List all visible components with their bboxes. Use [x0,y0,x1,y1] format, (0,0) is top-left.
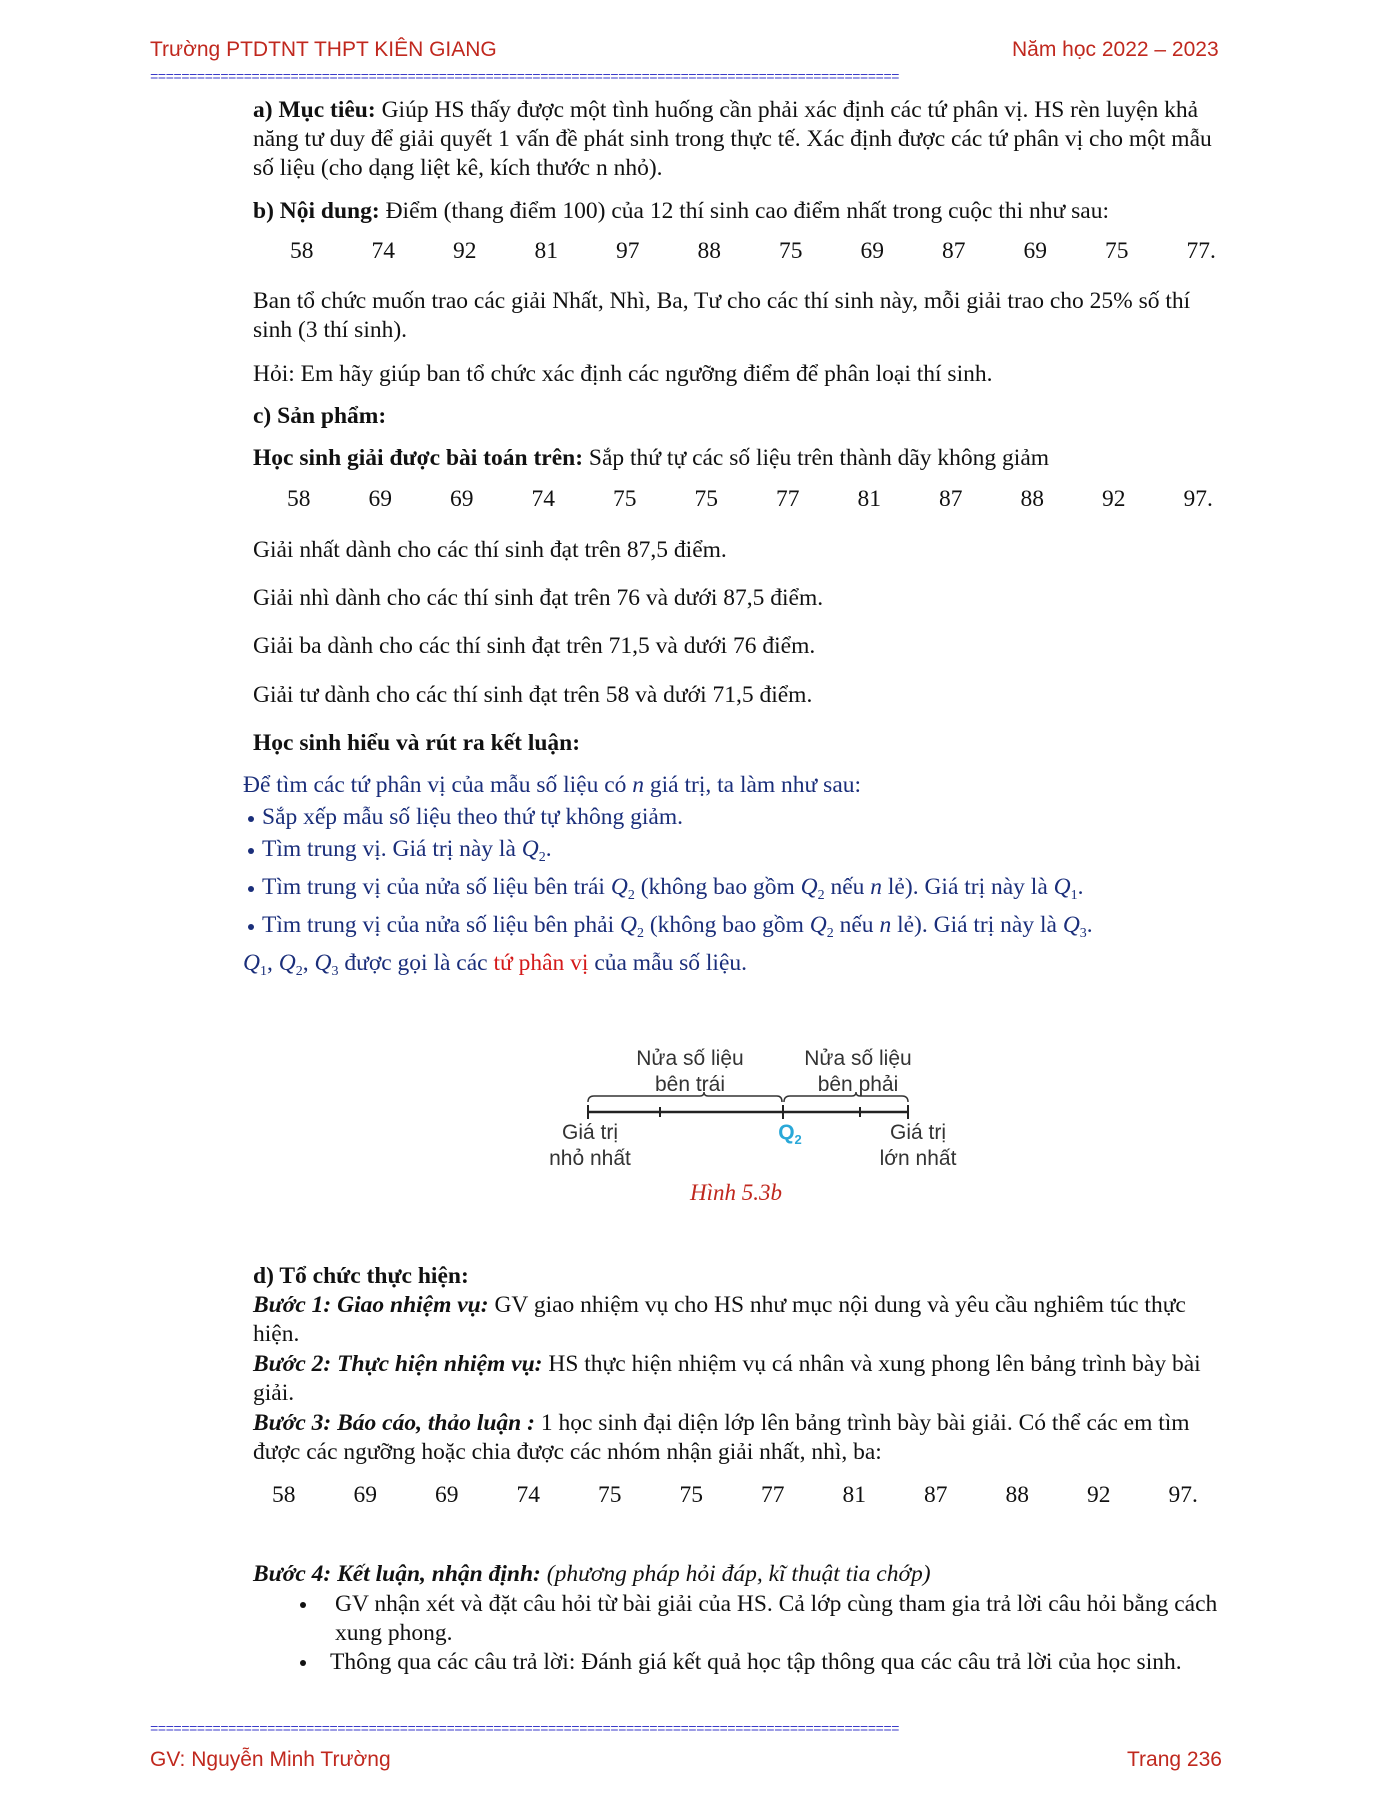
sorted-value: 92 [1087,1482,1111,1508]
figure-caption: Hình 5.3b [690,1180,782,1205]
math-q: Q [521,836,539,862]
def-b3-text: (không bao gồm [634,874,801,900]
sorted-value: 58 [272,1482,296,1508]
def-intro-text: Để tìm các tứ phân vị của mẫu số liệu có [243,772,633,798]
math-n: n [879,912,892,938]
score: 75 [779,238,803,264]
math-sub: 2 [826,926,834,941]
sorted-value: 69 [368,486,392,512]
score: 81 [534,238,558,264]
figure-max-label [858,1120,978,1172]
score: 88 [697,238,721,264]
hs-giai-paragraph [253,444,1233,473]
score: 87 [942,238,966,264]
buoc1-label: Bước 1: Giao nhiệm vụ: [253,1292,489,1318]
sorted-value: 97. [1183,486,1213,512]
def-bullet-3 [248,874,1084,904]
sorted-value: 69 [435,1482,459,1508]
sorted-value: 74 [516,1482,540,1508]
giai-tu: Giải tư dành cho các thí sinh đạt trên 58 và dưới 71,5 điểm. [253,682,813,708]
math-n: n [632,772,645,798]
figure-min-label [530,1120,650,1172]
score: 58 [290,238,314,264]
def-b4-text: lẻ). Giá trị này là [891,912,1063,938]
math-sub: 2 [627,888,635,903]
math-q: Q [610,874,628,900]
sorted-value: 92 [1102,486,1126,512]
score: 77. [1186,238,1216,264]
math-n: n [870,874,883,900]
def-b1-text: Sắp xếp mẫu số liệu theo thứ tự không giảm. [262,804,684,830]
sorted-value: 87 [924,1482,948,1508]
footer-teacher: GV: Nguyễn Minh Trường [150,1748,391,1771]
san-pham-heading [253,402,1233,431]
sorted-value: 69 [353,1482,377,1508]
buoc4-item-2: Thông qua các câu trả lời: Đánh giá kết quả học tập thông qua các câu trả lời của học sinh. [330,1649,1182,1675]
figure-left-brace [588,1092,782,1102]
giai-nhi: Giải nhì dành cho các thí sinh đạt trên 76 và dưới 87,5 điểm. [253,585,824,611]
math-q: Q [243,950,260,976]
math-q: Q [800,874,818,900]
buoc4-paragraph [253,1560,1233,1589]
muc-tieu-text: Giúp HS thấy được một tình huống cần phải xác định các tứ phân vị. HS rèn luyện khả năng tư duy để giải quyết 1 vấn đề phát sinh trong thực tế. Xác định được các tứ phân vị cho một mẫu số liệu (cho dạng liệt kê, kích thước n nhỏ). [253,97,1212,181]
header-school: Trường PTDTNT THPT KIÊN GIANG [150,38,497,61]
sorted-value: 88 [1005,1482,1029,1508]
to-chuc-label: d) Tổ chức thực hiện: [253,1263,469,1289]
sorted-value: 77 [761,1482,785,1508]
def-b3-text: Tìm trung vị của nửa số liệu bên trái [262,874,611,900]
math-comma: , [302,950,315,976]
figure-right-half-line1: Nửa số liệu [804,1047,912,1070]
header-rule: ================================================================================================ [150,70,899,86]
sorted-value: 81 [857,486,881,512]
math-q: Q [314,950,332,976]
figure-q2-sub: 2 [794,1132,802,1147]
math-sub: 3 [1079,926,1087,941]
to-chuc-heading [253,1262,1233,1291]
ban-to-chuc-paragraph: Ban tổ chức muốn trao các giải Nhất, Nhì, Ba, Tư cho các thí sinh này, mỗi giải trao cho 25% số thí sinh (3 thí sinh). [253,288,1191,343]
san-pham-label: c) Sản phẩm: [253,403,387,429]
math-dot: . [1086,912,1093,938]
score: 92 [453,238,477,264]
buoc2-label: Bước 2: Thực hiện nhiệm vụ: [253,1351,543,1377]
hs-giai-text: Sắp thứ tự các số liệu trên thành dãy không giảm [583,445,1050,471]
bullet-icon [300,1602,306,1608]
math-q: Q [619,912,637,938]
sorted-value: 97. [1168,1482,1198,1508]
math-sub: 1 [259,964,267,979]
figure-min-line2: nhỏ nhất [549,1147,631,1170]
math-sub: 2 [538,850,546,865]
figure-right-brace [784,1092,908,1102]
giai-ba: Giải ba dành cho các thí sinh đạt trên 71,5 và dưới 76 điểm. [253,633,816,659]
math-sub: 2 [636,926,644,941]
figure-q2: Q [778,1121,795,1144]
noi-dung-label: b) Nội dung: [253,198,380,224]
sorted-value: 77 [776,486,800,512]
footer-rule: ================================================================================================ [150,1722,899,1738]
muc-tieu-paragraph [253,96,1233,183]
figure-right-half-line2: bên phải [817,1073,899,1096]
hoi-paragraph: Hỏi: Em hãy giúp ban tổ chức xác định các ngưỡng điểm để phân loại thí sinh. [253,361,993,387]
def-intro [243,772,861,799]
hs-hieu-label: Học sinh hiểu và rút ra kết luận: [253,730,581,756]
buoc2-paragraph [253,1350,1233,1408]
buoc2-text: HS thực hiện nhiệm vụ cá nhân và xung phong lên bảng trình bày bài giải. [253,1351,1201,1406]
def-conclusion [243,950,747,980]
math-sub: 2 [817,888,825,903]
bullet-icon [248,886,254,892]
def-b2-text: Tìm trung vị. Giá trị này là [262,836,522,862]
buoc3-paragraph [253,1409,1233,1467]
sorted-value: 87 [939,486,963,512]
def-bullet-4 [248,912,1093,942]
math-q: Q [278,950,296,976]
bullet-icon [300,1660,306,1666]
math-dot: . [1077,874,1084,900]
figure-left-half-line1: Nửa số liệu [636,1047,744,1070]
def-bullet-2 [248,836,552,866]
def-conc-highlight: tứ phân vị [493,950,589,976]
sorted-value: 58 [287,486,311,512]
math-q: Q [1053,874,1071,900]
bullet-icon [248,816,254,822]
math-sub: 2 [295,964,303,979]
sorted-value: 74 [531,486,555,512]
figure-q2-label [770,1120,810,1153]
sorted-value: 75 [679,1482,703,1508]
bullet-icon [248,924,254,930]
score: 69 [1023,238,1047,264]
def-b4-text: (không bao gồm [643,912,810,938]
sorted-value: 81 [842,1482,866,1508]
def-b4-text: nếu [833,912,880,938]
bullet-icon [248,848,254,854]
sorted-value: 75 [694,486,718,512]
math-comma: , [266,950,279,976]
score: 97 [616,238,640,264]
score: 74 [371,238,395,264]
def-b3-text: nếu [824,874,871,900]
sorted-value: 75 [598,1482,622,1508]
figure-left-half-line2: bên trái [654,1073,726,1096]
buoc4-item-1: GV nhận xét và đặt câu hỏi từ bài giải của HS. Cả lớp cùng tham gia trả lời câu hỏi bằng cách xung phong. [335,1591,1218,1646]
def-conc-text: được gọi là các [338,950,494,976]
def-intro-text-b: giá trị, ta làm như sau: [644,772,862,798]
def-b3-text: lẻ). Giá trị này là [882,874,1054,900]
buoc1-text: GV giao nhiệm vụ cho HS như mục nội dung và yêu cầu nghiêm túc thực hiện. [253,1292,1186,1347]
noi-dung-text: Điểm (thang điểm 100) của 12 thí sinh cao điểm nhất trong cuộc thi như sau: [379,198,1110,224]
figure-max-line2: lớn nhất [879,1147,957,1170]
figure-min-line1: Giá trị [561,1121,618,1144]
buoc1-paragraph [253,1291,1233,1349]
buoc3-label: Bước 3: Báo cáo, thảo luận : [253,1410,535,1436]
def-bullet-1 [248,804,683,831]
hs-hieu-heading [253,729,1233,758]
header-year: Năm học 2022 – 2023 [1012,38,1219,61]
math-sub: 1 [1070,888,1078,903]
sorted-value: 88 [1020,486,1044,512]
buoc3-text: 1 học sinh đại diện lớp lên bảng trình bày bài giải. Có thể các em tìm được các ngưỡng hoặc chia được các nhóm nhận giải nhất, nhì, ba: [253,1410,1190,1465]
scores-row [290,238,1216,265]
math-sub: 3 [331,964,339,979]
hs-giai-label: Học sinh giải được bài toán trên: [253,445,584,471]
def-b4-text: Tìm trung vị của nửa số liệu bên phải [262,912,620,938]
footer-page: Trang 236 [1127,1748,1222,1771]
giai-nhat: Giải nhất dành cho các thí sinh đạt trên 87,5 điểm. [253,537,727,563]
score: 69 [860,238,884,264]
sorted-row-2 [272,1482,1198,1509]
sorted-row [287,486,1213,513]
figure-max-line1: Giá trị [889,1121,946,1144]
sorted-value: 69 [450,486,474,512]
noi-dung-paragraph [253,197,1233,226]
math-dot: . [545,836,552,862]
score: 75 [1105,238,1129,264]
def-conc-text-b: của mẫu số liệu. [588,950,748,976]
buoc4-label: Bước 4: Kết luận, nhận định: [253,1561,541,1587]
sorted-value: 75 [613,486,637,512]
math-q: Q [809,912,827,938]
math-q: Q [1062,912,1080,938]
muc-tieu-label: a) Mục tiêu: [253,97,376,123]
buoc4-text: (phương pháp hỏi đáp, kĩ thuật tia chớp) [540,1561,931,1587]
